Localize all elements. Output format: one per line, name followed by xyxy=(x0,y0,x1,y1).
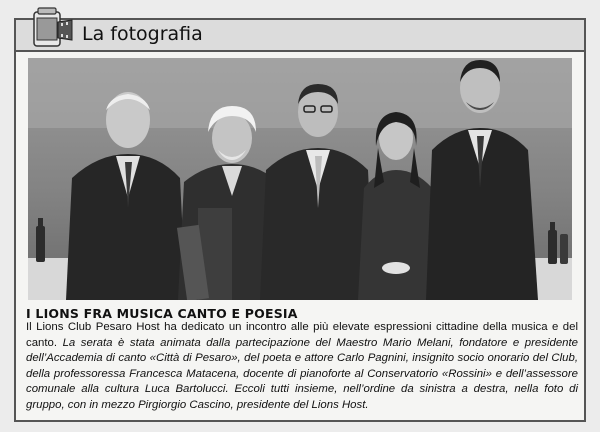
group-photo-illustration xyxy=(28,58,572,300)
group-photo xyxy=(28,58,572,300)
article-body xyxy=(26,320,578,414)
article-lead: Il Lions Club Pesaro Host ha dedicato un incontro alle più elevate espressioni cittadine della musica e del canto. xyxy=(26,321,578,349)
film-canister-icon xyxy=(26,6,76,52)
article-frame xyxy=(14,18,586,422)
article-headline: I LIONS FRA MUSICA CANTO E POESIA xyxy=(26,306,298,321)
article-body-text: La serata è stata animata dalla partecipazione del Maestro Mario Melani, fondatore e presidente dell’Accademia di canto «Città di Pesaro», del poeta e attore Carlo Pagnini, insignito socio onorario del Club, della professoressa Francesca Matacena, docente di pianoforte al Conservatorio «Rossini» e dell’assessore comunale alla cultura Luca Bartolucci. Eccoli tutti insieme, nell’ordine da sinistra a destra, nella foto di gruppo, con in mezzo Pirgiorgio Cascino, presidente del Lions Host. xyxy=(26,336,578,411)
section-header xyxy=(16,20,584,52)
section-title: La fotografia xyxy=(82,23,203,45)
